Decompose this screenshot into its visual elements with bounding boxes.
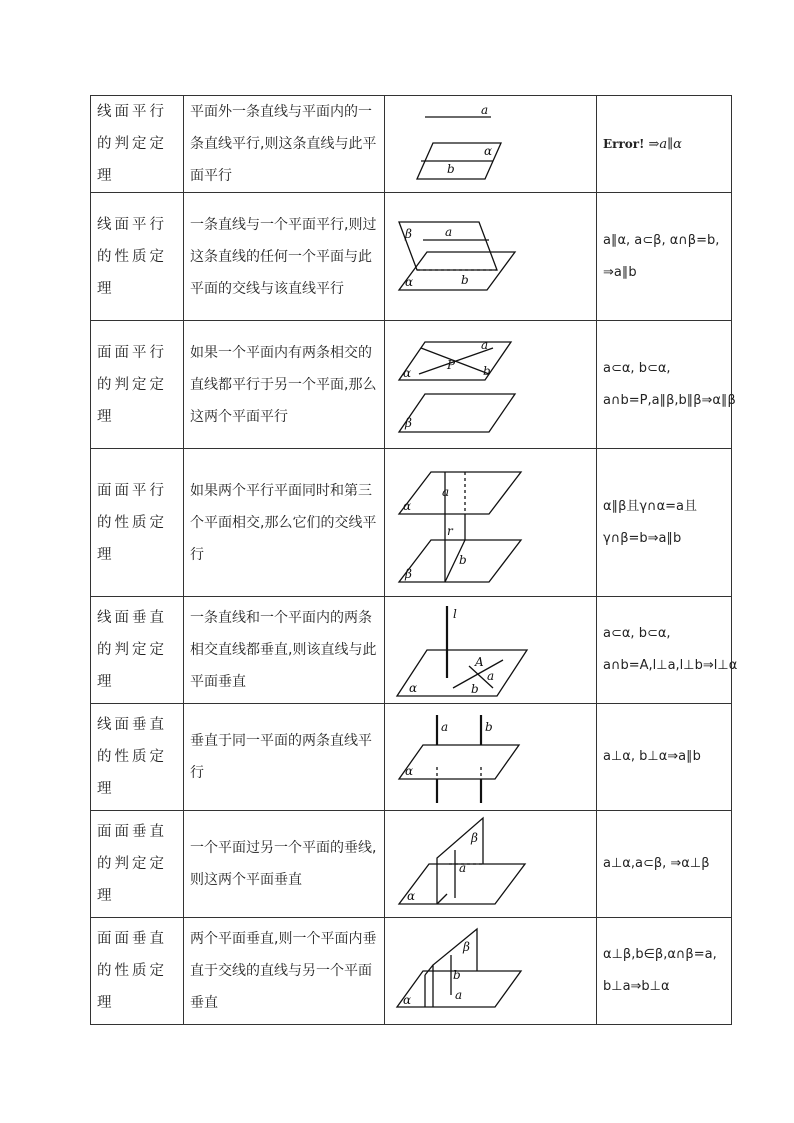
- theorem-description: 如果一个平面内有两条相交的直线都平行于另一个平面,那么这两个平面平行: [190, 344, 377, 425]
- label-a: a: [481, 103, 489, 117]
- label-beta: β: [405, 566, 412, 581]
- label-beta: β: [405, 415, 412, 430]
- plane-alpha: [399, 745, 519, 779]
- label-a: a: [455, 987, 463, 1002]
- label-b: b: [483, 363, 491, 378]
- plane-beta: [399, 394, 515, 432]
- label-alpha: α: [405, 274, 414, 289]
- theorem-description: 一个平面过另一个平面的垂线, 则这两个平面垂直: [190, 840, 377, 888]
- label-a: a: [481, 337, 489, 352]
- symbol-cell: [597, 597, 738, 704]
- theorem-description-cell: [184, 811, 385, 918]
- theorem-description: 垂直于同一平面的两条直线平行: [190, 733, 372, 781]
- line-plane-perpendicular-figure: [385, 598, 596, 703]
- symbol-cell: [597, 193, 732, 321]
- plane-plane-perpendicular-figure: [385, 812, 596, 917]
- theorem-name: 线面平行的判定定理: [97, 104, 167, 184]
- line-plane-perpendicular-property-figure: [385, 705, 596, 810]
- theorem-name-cell: [91, 811, 184, 918]
- theorem-symbol: a⊥α,a⊂β, ⇒α⊥β: [603, 856, 710, 871]
- figure-cell: [385, 597, 597, 704]
- figure-cell: [385, 449, 597, 597]
- theorem-symbol: α⊥β,b∈β,α∩β=a, b⊥a⇒b⊥α: [603, 947, 717, 994]
- theorem-description: 一条直线与一个平面平行,则过这条直线的任何一个平面与此平面的交线与该直线平行: [190, 216, 377, 297]
- figure-cell: [385, 918, 597, 1025]
- label-alpha: α: [405, 763, 414, 778]
- plane-alpha: [399, 252, 515, 290]
- theorem-name-cell: [91, 321, 184, 449]
- label-l: l: [453, 606, 457, 621]
- table-row: [91, 918, 732, 1025]
- theorem-description-cell: [184, 96, 385, 193]
- table-row: [91, 96, 732, 193]
- theorem-description-cell: [184, 918, 385, 1025]
- theorem-name: 面面平行的判定定理: [97, 344, 167, 425]
- figure-cell: [385, 704, 597, 811]
- label-p: P: [447, 357, 456, 372]
- plane-plane-parallel-figure: [385, 322, 596, 448]
- label-a: a: [441, 719, 449, 734]
- theorem-name-cell: [91, 597, 184, 704]
- label-b: b: [447, 162, 455, 176]
- label-beta: β: [405, 226, 412, 241]
- figure-cell: [385, 321, 597, 449]
- label-a: a: [445, 224, 453, 239]
- table-row: [91, 449, 732, 597]
- line-plane-parallel-property-figure: [385, 194, 596, 320]
- theorem-name-cell: [91, 918, 184, 1025]
- label-alpha: α: [403, 992, 412, 1007]
- table-row: [91, 321, 732, 449]
- plane-beta-top: [425, 965, 433, 975]
- label-b: b: [461, 272, 469, 287]
- label-b: b: [471, 681, 479, 696]
- theorem-description-cell: [184, 597, 385, 704]
- symbol-rest: ⇒a∥α: [644, 136, 682, 152]
- theorem-symbol: [603, 128, 727, 161]
- label-a: a: [459, 860, 467, 875]
- theorem-name-cell: [91, 704, 184, 811]
- theorem-description-cell: [184, 193, 385, 321]
- line-plane-parallel-figure: [385, 97, 596, 191]
- theorem-symbol: a∥α, a⊂β, α∩β=b, ⇒a∥b: [603, 232, 720, 280]
- figure-cell: [385, 811, 597, 918]
- label-b: b: [459, 552, 467, 567]
- theorem-description-cell: [184, 704, 385, 811]
- theorem-symbol: a⊥α, b⊥α⇒a∥b: [603, 749, 701, 764]
- symbol-cell: [597, 811, 732, 918]
- symbol-error-text: Error!: [603, 136, 645, 151]
- figure-cell: [385, 96, 597, 193]
- plane-alpha: [399, 472, 521, 514]
- table-row: [91, 704, 732, 811]
- theorem-name: 面面垂直的性质定理: [97, 931, 167, 1011]
- table-row: [91, 811, 732, 918]
- symbol-cell: [597, 96, 732, 193]
- plane-plane-perpendicular-property-figure: [385, 919, 596, 1024]
- theorem-symbol: a⊂α, b⊂α, a∩b=P,a∥β,b∥β⇒α∥β: [603, 360, 736, 408]
- theorem-name: 线面平行的性质定理: [97, 216, 167, 297]
- symbol-cell: [597, 918, 732, 1025]
- theorem-name: 面面平行的性质定理: [97, 482, 167, 563]
- theorem-description-cell: [184, 449, 385, 597]
- label-alpha: α: [409, 680, 418, 695]
- theorem-name-cell: [91, 193, 184, 321]
- plane-plane-parallel-property-figure: [385, 450, 596, 596]
- label-A: A: [475, 654, 484, 669]
- label-a: a: [487, 668, 495, 683]
- symbol-cell: [597, 704, 732, 811]
- label-b: b: [453, 967, 461, 982]
- theorem-name-cell: [91, 96, 184, 193]
- table-row: [91, 597, 732, 704]
- label-alpha: α: [407, 888, 416, 903]
- label-beta: β: [463, 939, 470, 954]
- theorem-name: 线面垂直的判定定理: [97, 610, 167, 690]
- label-beta: β: [471, 830, 478, 845]
- label-a: a: [442, 484, 450, 499]
- label-alpha: α: [403, 365, 412, 380]
- theorem-table: [90, 95, 738, 1025]
- theorem-name: 线面垂直的性质定理: [97, 717, 167, 797]
- symbol-cell: [597, 321, 736, 449]
- table-row: [91, 193, 732, 321]
- label-alpha: α: [403, 498, 412, 513]
- theorem-name-cell: [91, 449, 184, 597]
- plane-beta-base: [437, 894, 447, 904]
- theorem-description: 平面外一条直线与平面内的一条直线平行,则这条直线与此平面平行: [190, 104, 377, 184]
- theorem-symbol: α∥β且γ∩α=a且γ∩β=b⇒a∥b: [603, 498, 698, 546]
- label-b: b: [485, 719, 493, 734]
- theorem-symbol: a⊂α, b⊂α, a∩b=A,l⊥a,l⊥b⇒l⊥α: [603, 626, 738, 673]
- theorem-description: 如果两个平行平面同时和第三个平面相交,那么它们的交线平行: [190, 482, 377, 563]
- theorem-name: 面面垂直的判定定理: [97, 824, 167, 904]
- label-r: r: [447, 523, 453, 538]
- theorem-description-cell: [184, 321, 385, 449]
- symbol-cell: [597, 449, 732, 597]
- theorem-description: 两个平面垂直,则一个平面内垂直于交线的直线与另一个平面垂直: [190, 931, 377, 1011]
- theorem-description: 一条直线和一个平面内的两条相交直线都垂直,则该直线与此平面垂直: [190, 610, 377, 690]
- label-alpha: α: [484, 144, 493, 158]
- figure-cell: [385, 193, 597, 321]
